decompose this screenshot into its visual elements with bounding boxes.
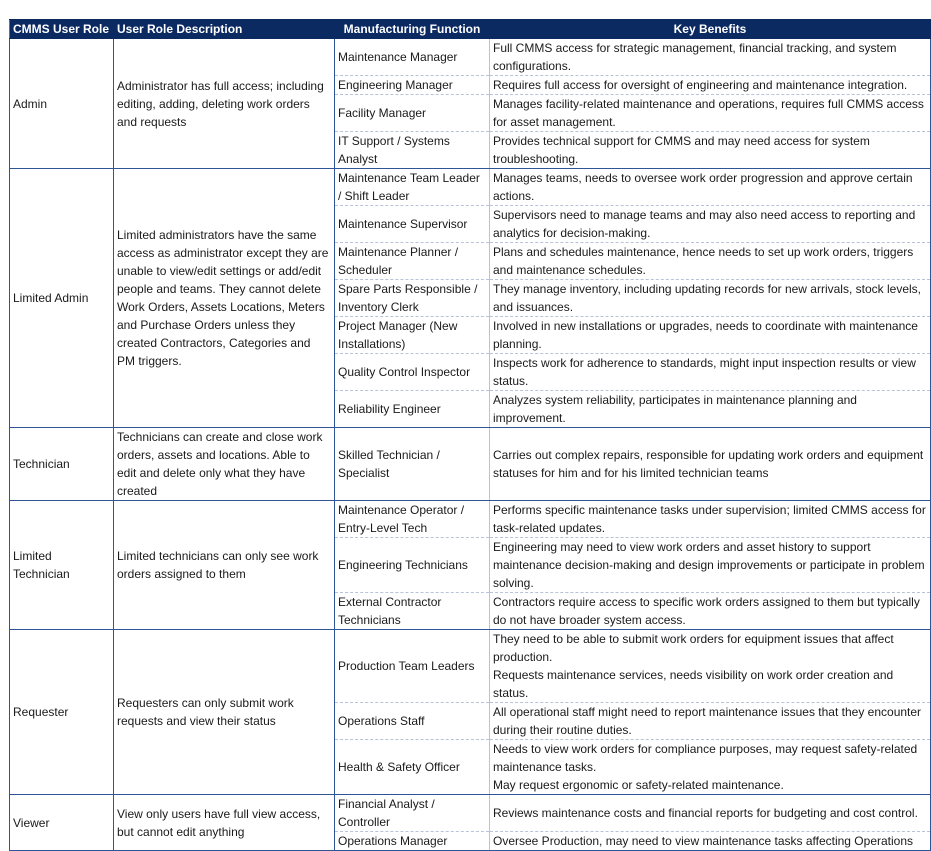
role-description: Limited technicians can only see work orders assigned to them (114, 501, 335, 630)
role-cell-admin: Admin (10, 39, 114, 169)
function-cell: Facility Manager (335, 95, 490, 132)
table-row (10, 795, 931, 832)
benefit-cell: Engineering may need to view work orders and asset history to support maintenance decision-making and design improvements or participate in problem solving. (490, 538, 931, 593)
cmms-roles-table (9, 19, 931, 851)
benefit-cell: Provides technical support for CMMS and may need access for system troubleshooting. (490, 132, 931, 169)
benefit-line: May request ergonomic or safety-related maintenance. (493, 778, 784, 792)
role-description: Requesters can only submit work requests and view their status (114, 630, 335, 795)
benefit-cell: All operational staff might need to report maintenance issues that they encounter during their routine duties. (490, 703, 931, 740)
function-cell: External Contractor Technicians (335, 593, 490, 630)
benefit-cell: Inspects work for adherence to standards, might input inspection results or view status. (490, 354, 931, 391)
benefit-cell: Requires full access for oversight of engineering and maintenance integration. (490, 76, 931, 95)
function-cell: Maintenance Team Leader / Shift Leader (335, 169, 490, 206)
table-row (10, 428, 931, 501)
benefit-line: Needs to view work orders for compliance purposes, may request safety-related maintenance tasks. (493, 742, 918, 774)
role-cell-viewer: Viewer (10, 795, 114, 851)
function-cell: Reliability Engineer (335, 391, 490, 428)
function-cell: Production Team Leaders (335, 630, 490, 703)
benefit-cell: Reviews maintenance costs and financial reports for budgeting and cost control. (490, 795, 931, 832)
function-cell: Health & Safety Officer (335, 740, 490, 795)
header-function: Manufacturing Function (335, 20, 490, 39)
benefit-cell: Manages teams, needs to oversee work order progression and approve certain actions. (490, 169, 931, 206)
benefit-cell: They manage inventory, including updating records for new arrivals, stock levels, and issuances. (490, 280, 931, 317)
table-row (10, 501, 931, 538)
benefit-cell: Plans and schedules maintenance, hence needs to set up work orders, triggers and maintenance schedules. (490, 243, 931, 280)
function-cell: Maintenance Supervisor (335, 206, 490, 243)
header-row (10, 20, 931, 39)
function-cell: Engineering Technicians (335, 538, 490, 593)
benefit-cell: Carries out complex repairs, responsible for updating work orders and equipment statuses for him and for his limited technician teams (490, 428, 931, 501)
benefit-cell: Oversee Production, may need to view maintenance tasks affecting Operations (490, 832, 931, 851)
table-row (10, 630, 931, 703)
benefit-cell: Involved in new installations or upgrades, needs to coordinate with maintenance planning. (490, 317, 931, 354)
table-row (10, 39, 931, 76)
benefit-cell: Contractors require access to specific work orders assigned to them but typically do not have broader system access. (490, 593, 931, 630)
function-cell: Spare Parts Responsible / Inventory Clerk (335, 280, 490, 317)
benefit-cell: Analyzes system reliability, participates in maintenance planning and improvement. (490, 391, 931, 428)
function-cell: IT Support / Systems Analyst (335, 132, 490, 169)
header-description: User Role Description (114, 20, 335, 39)
role-description: View only users have full view access, but cannot edit anything (114, 795, 335, 851)
header-benefits: Key Benefits (490, 20, 931, 39)
function-cell: Operations Manager (335, 832, 490, 851)
benefit-cell: Full CMMS access for strategic management, financial tracking, and system configurations. (490, 39, 931, 76)
function-cell: Financial Analyst / Controller (335, 795, 490, 832)
function-cell: Project Manager (New Installations) (335, 317, 490, 354)
function-cell: Skilled Technician / Specialist (335, 428, 490, 501)
header-role: CMMS User Role (10, 20, 114, 39)
function-cell: Engineering Manager (335, 76, 490, 95)
benefit-line: They need to be able to submit work orders for equipment issues that affect production. (493, 632, 894, 664)
benefit-line: Requests maintenance services, needs visibility on work order creation and status. (493, 668, 894, 700)
role-cell-limited-admin: Limited Admin (10, 169, 114, 428)
role-description: Technicians can create and close work orders, assets and locations. Able to edit and delete only what they have created (114, 428, 335, 501)
function-cell: Quality Control Inspector (335, 354, 490, 391)
role-description: Limited administrators have the same access as administrator except they are unable to view/edit settings or add/edit people and teams. They cannot delete Work Orders, Assets Locations, Meters and Purchase Orders unless they created Contractors, Categories and PM triggers. (114, 169, 335, 428)
function-cell: Maintenance Operator / Entry-Level Tech (335, 501, 490, 538)
role-cell-requester: Requester (10, 630, 114, 795)
benefit-cell: Supervisors need to manage teams and may also need access to reporting and analytics for decision-making. (490, 206, 931, 243)
benefit-cell: Manages facility-related maintenance and operations, requires full CMMS access for asset management. (490, 95, 931, 132)
benefit-cell: Performs specific maintenance tasks under supervision; limited CMMS access for task-related updates. (490, 501, 931, 538)
role-cell-limited-technician: Limited Technician (10, 501, 114, 630)
role-description: Administrator has full access; including editing, adding, deleting work orders and requests (114, 39, 335, 169)
function-cell: Operations Staff (335, 703, 490, 740)
function-cell: Maintenance Planner / Scheduler (335, 243, 490, 280)
function-cell: Maintenance Manager (335, 39, 490, 76)
table-row (10, 169, 931, 206)
benefit-cell (490, 740, 931, 795)
role-cell-technician: Technician (10, 428, 114, 501)
benefit-cell (490, 630, 931, 703)
